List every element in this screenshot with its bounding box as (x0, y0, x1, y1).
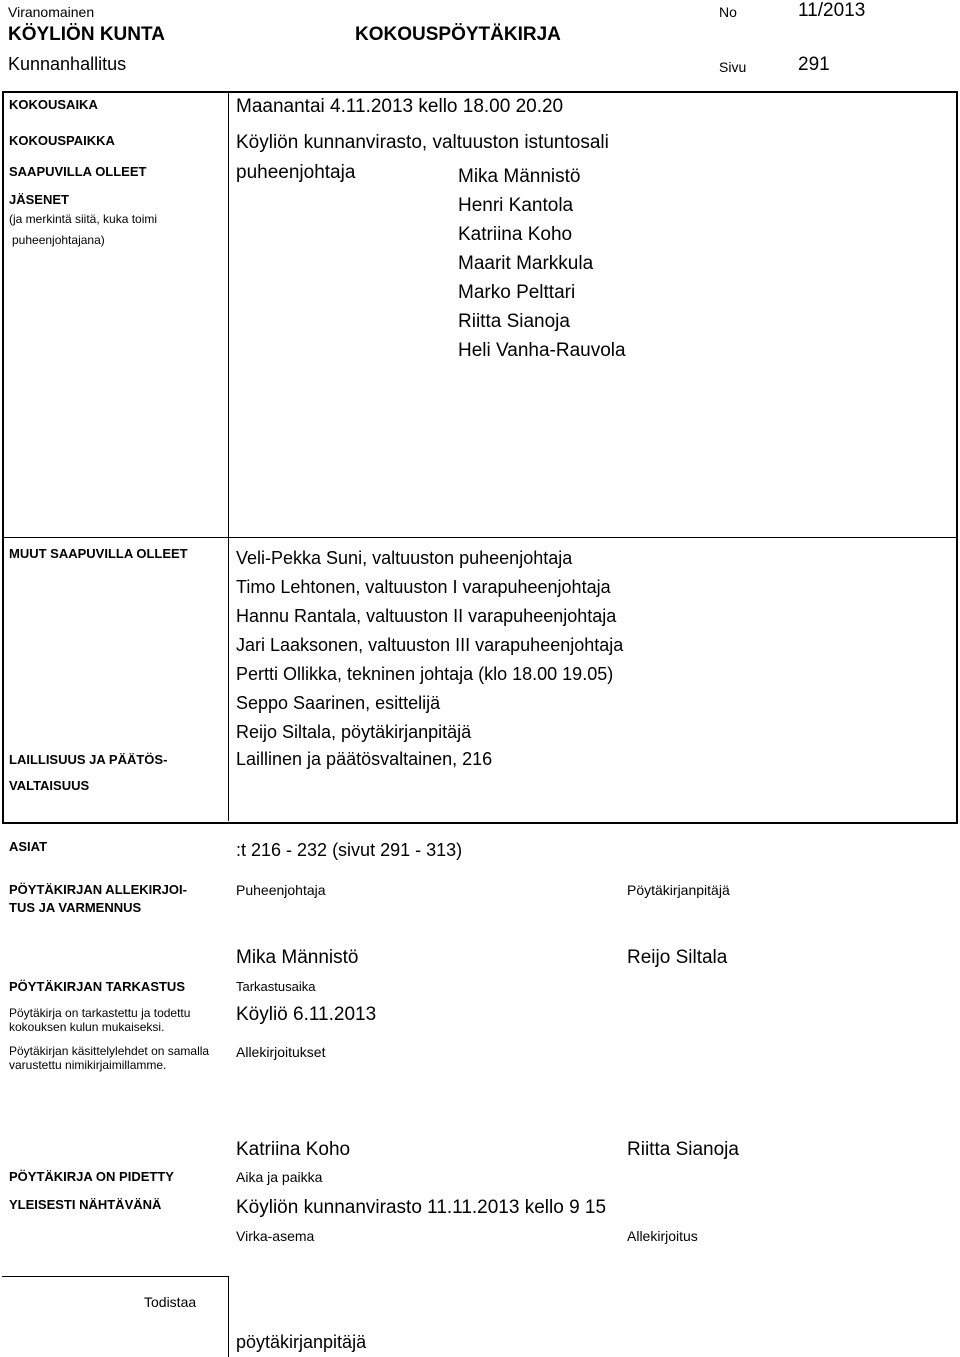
page-value: 291 (798, 54, 830, 75)
member-name: Katriina Koho (458, 224, 573, 245)
items-value: :t 216 - 232 (sivut 291 - 313) (236, 840, 463, 860)
meeting-place-value: Köyliön kunnanvirasto, valtuuston istuntosali (236, 132, 609, 153)
signatures-label-1: PÖYTÄKIRJAN ALLEKIRJOI- (9, 882, 187, 897)
other-attendee: Timo Lehtonen, valtuuston I varapuheenjohtaja (236, 577, 611, 597)
others-label: MUUT SAAPUVILLA OLLEET (9, 546, 188, 561)
public-place-value: Köyliön kunnanvirasto 11.11.2013 kello 9 15 (236, 1197, 607, 1218)
member-name: Riitta Sianoja (458, 311, 570, 332)
other-attendee: Veli-Pekka Suni, valtuuston puheenjohtaja (236, 548, 573, 568)
public-label-1: PÖYTÄKIRJA ON PIDETTY (9, 1169, 174, 1184)
secretary-signature-name: Reijo Siltala (627, 947, 728, 968)
members-note-2: puheenjohtajana) (12, 233, 105, 247)
municipality-name: KÖYLIÖN KUNTA (8, 24, 165, 45)
member-name: Marko Pelttari (458, 282, 576, 303)
public-label-2: YLEISESTI NÄHTÄVÄNÄ (9, 1197, 162, 1212)
legality-value: Laillinen ja päätösvaltainen, 216 (236, 749, 493, 769)
number-label: No (719, 4, 737, 20)
other-attendee: Reijo Siltala, pöytäkirjanpitäjä (236, 722, 472, 742)
member-name: Henri Kantola (458, 195, 574, 216)
meeting-time-label: KOKOUSAIKA (9, 97, 98, 112)
member-name: Heli Vanha-Rauvola (458, 340, 626, 361)
present-label: SAAPUVILLA OLLEET (9, 164, 147, 179)
members-list (458, 162, 626, 365)
other-attendee: Jari Laaksonen, valtuuston III varapuheenjohtaja (236, 635, 624, 655)
review-time-value: Köyliö 6.11.2013 (236, 1004, 377, 1025)
chair-signature-name: Mika Männistö (236, 947, 359, 968)
member-name: Mika Männistö (458, 166, 581, 187)
meeting-time-value: Maanantai 4.11.2013 kello 18.00 20.20 (236, 96, 564, 117)
legality-label-1: LAILLISUUS JA PÄÄTÖS- (9, 752, 168, 767)
document-type: KOKOUSPÖYTÄKIRJA (355, 24, 561, 45)
body-name: Kunnanhallitus (8, 54, 127, 74)
items-label: ASIAT (9, 839, 48, 854)
certify-box-top (2, 1276, 228, 1277)
review-note-2: Pöytäkirjan käsittelylehdet on samalla varustettu nimikirjaimillamme. (9, 1044, 210, 1072)
meeting-place-label: KOKOUSPAIKKA (9, 133, 115, 148)
review-note-1: Pöytäkirja on tarkastettu ja todettu kokouksen kulun mukaiseksi. (9, 1006, 191, 1034)
reviewer-1-name: Katriina Koho (236, 1139, 351, 1160)
position-value: pöytäkirjanpitäjä (236, 1332, 367, 1352)
authority-label: Viranomainen (8, 4, 95, 20)
certify-label: Todistaa (144, 1294, 197, 1310)
reviewer-2-name: Riitta Sianoja (627, 1139, 739, 1160)
members-label: JÄSENET (9, 192, 69, 207)
page-label: Sivu (719, 59, 747, 75)
chair-role: puheenjohtaja (236, 162, 356, 183)
signature-label: Allekirjoitus (627, 1228, 698, 1244)
other-attendee: Seppo Saarinen, esittelijä (236, 693, 441, 713)
position-label: Virka-asema (236, 1228, 315, 1244)
other-attendee: Pertti Ollikka, tekninen johtaja (klo 18.00 19.05) (236, 664, 614, 684)
review-time-label: Tarkastusaika (236, 979, 316, 994)
other-attendee: Hannu Rantala, valtuuston II varapuheenjohtaja (236, 606, 617, 626)
review-label: PÖYTÄKIRJAN TARKASTUS (9, 979, 185, 994)
signatures-label-2: TUS JA VARMENNUS (9, 900, 142, 915)
review-signatures-label: Allekirjoitukset (236, 1044, 326, 1060)
certify-box-right (228, 1276, 229, 1357)
legality-label-2: VALTAISUUS (9, 778, 90, 793)
members-note-1: (ja merkintä siitä, kuka toimi (9, 212, 158, 226)
chair-title: Puheenjohtaja (236, 882, 326, 898)
secretary-title: Pöytäkirjanpitäjä (627, 882, 730, 898)
others-list (236, 544, 623, 747)
public-place-label: Aika ja paikka (236, 1169, 323, 1185)
number-value: 11/2013 (798, 0, 866, 21)
member-name: Maarit Markkula (458, 253, 594, 274)
